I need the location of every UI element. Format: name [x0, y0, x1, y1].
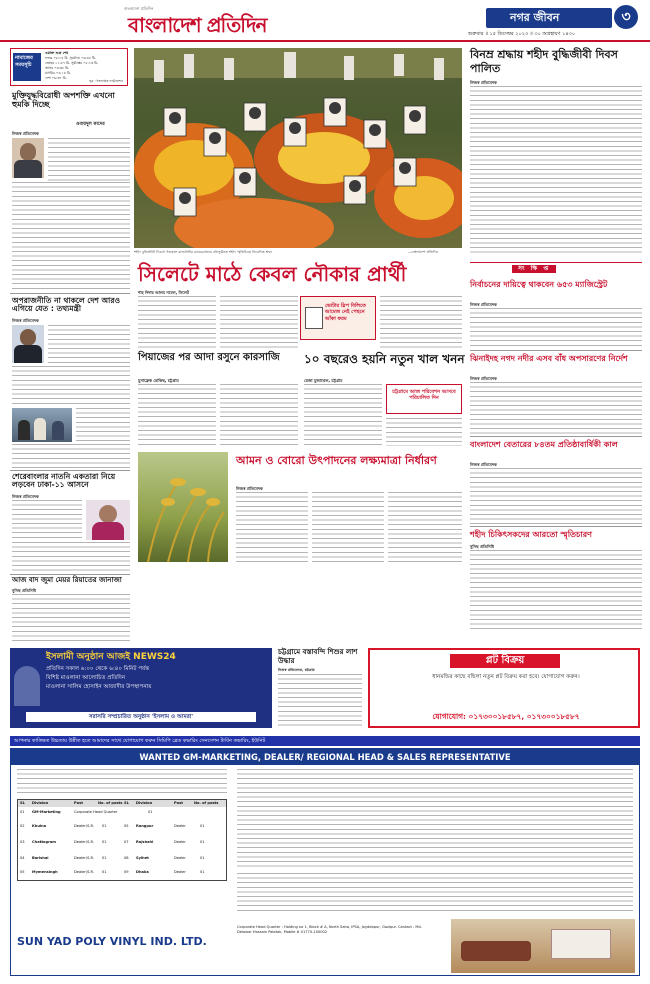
inset-box-2: [386, 384, 462, 414]
story-s9-byline: নিজস্ব প্রতিবেদক: [236, 486, 263, 491]
minister-photo: [12, 325, 44, 363]
story-s2-body: [470, 86, 642, 256]
plot-ad-title: প্লট বিক্রয়: [450, 654, 560, 668]
story-s9-body: [388, 492, 462, 562]
sunyad-td: 01: [200, 824, 205, 828]
briefs-label: [470, 262, 642, 274]
sunyad-th: Post: [74, 801, 83, 805]
sunyad-th: No. of posts: [194, 801, 219, 805]
strip-ad[interactable]: [10, 736, 640, 746]
story-s1-headline: মুক্তিযুদ্ধবিরোধী অপশক্তি এখনো হুমকি দিচ্ছে: [12, 91, 115, 109]
news24-ad-tag: সরাসরি সম্প্রচারিত অনুষ্ঠান 'ইসলাম ও আমরা': [26, 712, 256, 722]
candidate-photo: [86, 500, 130, 540]
section-title: নগর জীবন: [510, 11, 560, 24]
story-s8-headline: ১০ বছরেও হয়নি নতুন খাল খনন: [304, 352, 465, 366]
plot-ad[interactable]: [368, 648, 640, 728]
divider: [470, 526, 642, 527]
sunyad-td: Khulna: [32, 824, 47, 828]
story-s9-headline: আমন ও বোরো উৎপাদনের লক্ষ্যমাত্রা নির্ধারণ: [236, 454, 437, 467]
sunyad-th: Division: [32, 801, 49, 805]
sunyad-td: Dhaka: [136, 870, 149, 874]
presenter-icon: [14, 666, 40, 706]
sunyad-td: 05: [20, 870, 25, 874]
sunyad-td: Dealer/S.R.: [74, 870, 95, 874]
sunyad-td: 01: [102, 856, 107, 860]
story-s6-headline: সিলেটে মাঠে কেবল নৌকার প্রার্থী: [138, 262, 407, 286]
sunyad-td: Corporate Head Quarter: [74, 810, 118, 814]
sunyad-th: SL: [20, 801, 25, 805]
news24-ad-line: মাওলানা সালিম হোসাইন আজাদীর উপস্থাপনায়: [46, 684, 152, 690]
story-s6-body: [138, 296, 216, 348]
sunyad-ad-body: [17, 769, 227, 795]
sunyad-company: SUN YAD POLY VINYL IND. LTD.: [17, 935, 207, 948]
story-s13-headline: শহীদ চিকিৎসকদের আরতো স্মৃতিচারণ: [470, 530, 592, 539]
prayer-header: ওয়াক্ত শুরু শেষ: [45, 51, 69, 55]
prayer-source: সূত্র : ইসলামিক ফাউন্ডেশন: [89, 79, 123, 83]
sunyad-ad-body: [237, 873, 633, 913]
story-s1-body: [48, 138, 130, 182]
sunyad-td: Barishal: [32, 856, 49, 860]
sunyad-ad-body: [237, 769, 633, 869]
story-s11-body: [470, 382, 642, 434]
sunyad-td: Dealer: [174, 840, 186, 844]
story-s10-body: [470, 308, 642, 348]
story-s12-byline: নিজস্ব প্রতিবেদক: [470, 462, 497, 467]
story-s5-body: [12, 594, 130, 642]
sunyad-td: Chattogram: [32, 840, 57, 844]
divider: [470, 436, 642, 437]
story-s6-body: [380, 296, 462, 348]
sunyad-td: Dealer/S.R.: [74, 856, 95, 860]
sunyad-ad[interactable]: [10, 748, 640, 976]
story-s7-body: [138, 384, 216, 446]
prayer-row: ফজর ০৫:১৪ মি. সূর্যোদয় ০৬:৩৫ মি.: [45, 56, 96, 60]
rice-paddy-illustration: [138, 452, 228, 562]
prayer-box: [10, 48, 128, 86]
story-s4-body: [12, 500, 82, 540]
story-s12-headline: বাংলাদেশ বেতারের ৮৪তম প্রতিষ্ঠাবার্ষিকী কাল: [470, 440, 618, 449]
rice-photo: [138, 452, 228, 562]
story-s3-body: [76, 408, 130, 442]
sunyad-td: 01: [20, 810, 25, 814]
news24-ad-line: প্রতিদিন সকাল ৬:০০ থেকে ৬:৪০ মিনিট পর্যন্ত: [46, 666, 150, 672]
photo-credit: —বাংলাদেশ প্রতিদিন: [408, 250, 438, 254]
news24-ad-title: ইসলামী অনুষ্ঠান আজই NEWS24: [46, 652, 176, 662]
plot-ad-body: ধানমন্ডির কাছে বছিলা নতুন প্লট বিক্রয় করা হবে। যোগাযোগ করুন।: [432, 674, 580, 680]
sunyad-td: Mymensingh: [32, 870, 58, 874]
sunyad-td: 07: [124, 840, 129, 844]
story-s13-byline: নুসিছ প্রতিনিধি: [470, 544, 495, 549]
prayer-row: জোহর ১১:৫৭ মি. সূর্যাস্তের ০৫:১৩ মি.: [45, 61, 99, 65]
sunyad-th: SL: [124, 801, 129, 805]
story-s4-headline: শেরেবাংলার নাতনি একতারা নিয়ে লড়বেন ঢাকা-১১ আসনে: [12, 472, 116, 490]
sunyad-footer: Corporate Head Quarter : Holding no 1, Block # A, North Saha, IPSA, Joydebpur, Gazipur. Contact : Md. Delowar Hossain Palatak, Mobile # 01770-100002: [237, 925, 422, 934]
story-s2-byline: নিজস্ব প্রতিবেদক: [470, 80, 497, 85]
story-s1-body: [12, 182, 130, 290]
portrait-photo: [12, 138, 44, 178]
story-s3-headline: অপরাজনীতি না থাকলে দেশ আরও এগিয়ে যেত : তথ্যমন্ত্রী: [12, 296, 121, 314]
story-s7-byline: মুসাফ্রেক রোকিছ, চট্টগ্রাম: [138, 378, 179, 383]
sunyad-td: Sylhet: [136, 856, 149, 860]
sunyad-th: Division: [136, 801, 153, 805]
flooring-photo: [451, 919, 635, 973]
sunyad-td: 09: [124, 870, 129, 874]
sunyad-th: Post: [174, 801, 183, 805]
story-s14-byline: নিজস্ব প্রতিবেদক, চট্টগ্রাম: [278, 668, 315, 672]
story-s2-headline: বিনম্র শ্রদ্ধায় শহীদ বুদ্ধিজীবী দিবস পালিত: [470, 48, 618, 75]
prayer-row: এশা ০৬:৩৭ মি.: [45, 76, 67, 80]
news24-ad[interactable]: [10, 648, 272, 728]
strip-ad-text: আপনার কাঙ্ক্ষিত উচ্চতায় উন্নীত হতে আমাদের সাথে যোগাযোগ করুন সিমিপি ব্লেড কভারিং সেনসেশন টার্বিন কভারিং, ইউনিট: [14, 738, 266, 744]
story-s8-body: [386, 418, 462, 446]
inset-box-text: ভোটার স্লিপ বিলিতে আমেজ নেই পেছনে আঁকা ফরম: [325, 303, 366, 322]
sunyad-td: 02: [20, 824, 25, 828]
plot-ad-contact: যোগাযোগ: ০১৭৩০০১৮৫৮৭, ০১৭৩০০১৮৫৮৭: [432, 712, 580, 721]
sunyad-td: 01: [102, 870, 107, 874]
story-s11-headline: ঝিনাইদহ নগদ নদীর এসব বাঁধ অপসারণের নির্দেশ: [470, 354, 628, 363]
sunyad-td: 05: [124, 824, 129, 828]
ballot-box-icon: [305, 307, 323, 329]
prayer-row: মাগরিব ০৫:১৪ মি.: [45, 71, 71, 75]
flower-tribute-illustration: [134, 48, 462, 248]
masthead: [0, 0, 650, 42]
sunyad-td: 08: [124, 856, 129, 860]
sunyad-td: 04: [20, 856, 25, 860]
prayer-title: নামাজের সময়সূচি: [13, 53, 41, 81]
sunyad-td: Dealer/S.R.: [74, 824, 95, 828]
sunyad-ad-title: WANTED GM-MARKETING, DEALER/ REGIONAL HEAD & SALES REPRESENTATIVE: [11, 749, 639, 765]
story-s14-headline: চট্টগ্রামে বস্তাবন্দি শিশুর লাশ উদ্ধার: [278, 648, 358, 665]
divider: [470, 350, 642, 351]
divider: [10, 574, 130, 575]
sunyad-td: GM-Marketing: [32, 810, 61, 814]
sunyad-td: Dealer: [174, 824, 186, 828]
story-s4-byline: নিজস্ব প্রতিবেদক: [12, 494, 39, 499]
story-s10-byline: নিজস্ব প্রতিবেদক: [470, 302, 497, 307]
story-s6-body: [220, 296, 298, 348]
lead-photo: [134, 48, 462, 248]
prayer-row: আসর ০৩:৩৮ মি.: [45, 66, 70, 70]
story-s1-sub: ওবায়দুল কাদের: [76, 122, 105, 127]
sunyad-td: 01: [148, 810, 153, 814]
section-badge: [486, 8, 612, 28]
sunyad-td: 03: [20, 840, 25, 844]
story-s5-headline: আজ বাদ জুমা মেয়র রিয়াতের জানাজা: [12, 576, 122, 584]
divider: [10, 293, 130, 294]
sunyad-table: [17, 799, 227, 881]
inset-box-2-text: চট্টগ্রামে আজ পরিবেশন আসবে পরিচালিত দিন: [392, 389, 456, 402]
divider: [10, 470, 130, 471]
page-number: ৩: [614, 5, 638, 29]
story-s7-body: [220, 384, 298, 446]
story-s11-byline: নিজস্ব প্রতিবেদক: [470, 376, 497, 381]
story-s8-body: [304, 384, 382, 446]
inset-box: [300, 296, 376, 340]
masthead-date: শুক্রবার ॥ ১৫ ডিসেম্বর ২০২৩ ॥ ৩০ অগ্রহায়ণ ১৪৩০: [468, 31, 576, 37]
briefs-label-text: সং ক্ষি প্ত: [512, 265, 556, 273]
event-photo: [12, 408, 72, 442]
sunyad-td: Dealer/S.R.: [74, 840, 95, 844]
sunyad-td: Rangpur: [136, 824, 154, 828]
sunyad-td: 01: [200, 870, 205, 874]
story-s3-body: [48, 325, 130, 365]
news24-ad-line: বিশিষ্ট মাওলানা আলোচিত প্রতিদিন: [46, 675, 126, 681]
sunyad-th: No. of posts: [98, 801, 123, 805]
sunyad-td: Dealer: [174, 870, 186, 874]
story-s12-body: [470, 468, 642, 524]
story-s7-headline: পিয়াজের পর আদা রসুনে কারসাজি: [138, 352, 280, 363]
story-s5-byline: নুসিছ প্রতিনিধি: [12, 588, 37, 593]
sunyad-td: 01: [200, 840, 205, 844]
story-s3-byline: নিজস্ব প্রতিবেদক: [12, 318, 39, 323]
story-s1-byline: নিজস্ব প্রতিবেদক: [12, 131, 39, 136]
story-s14-body: [278, 674, 362, 728]
story-s4-body: [12, 542, 130, 572]
story-s3-body: [12, 366, 130, 406]
sunyad-td: 01: [102, 840, 107, 844]
sunyad-td: 01: [200, 856, 205, 860]
sunyad-td: 01: [102, 824, 107, 828]
story-s13-body: [470, 550, 642, 630]
story-s9-body: [236, 492, 308, 562]
masthead-logo: বাংলাদেশ প্রতিদিন: [128, 13, 267, 37]
sunyad-td: Dealer: [174, 856, 186, 860]
photo-caption: শহীদ বুদ্ধিজীবী দিবসে গতকাল রাজধানীর রায়েরবাজার বধ্যভূমিতে শহীদ স্মৃতিচিহ্নে নিবেদিত শ্রদ্ধা: [134, 250, 272, 254]
story-s8-byline: রেজা মুজাম্মেল, চট্টগ্রাম: [304, 378, 343, 383]
story-s3-body: [12, 444, 130, 468]
story-s9-body: [312, 492, 384, 562]
story-s6-byline: শাহ দিদার আলম নবেল, সিলেট: [138, 290, 190, 295]
story-s10-headline: নির্বাচনের দায়িত্বে থাকবেন ৬৫৩ ম্যাজিস্ট্রেট: [470, 280, 608, 289]
sunyad-td: Rajshahi: [136, 840, 154, 844]
masthead-tagline: বাংলাদেশ প্রতিদিন: [124, 6, 154, 11]
